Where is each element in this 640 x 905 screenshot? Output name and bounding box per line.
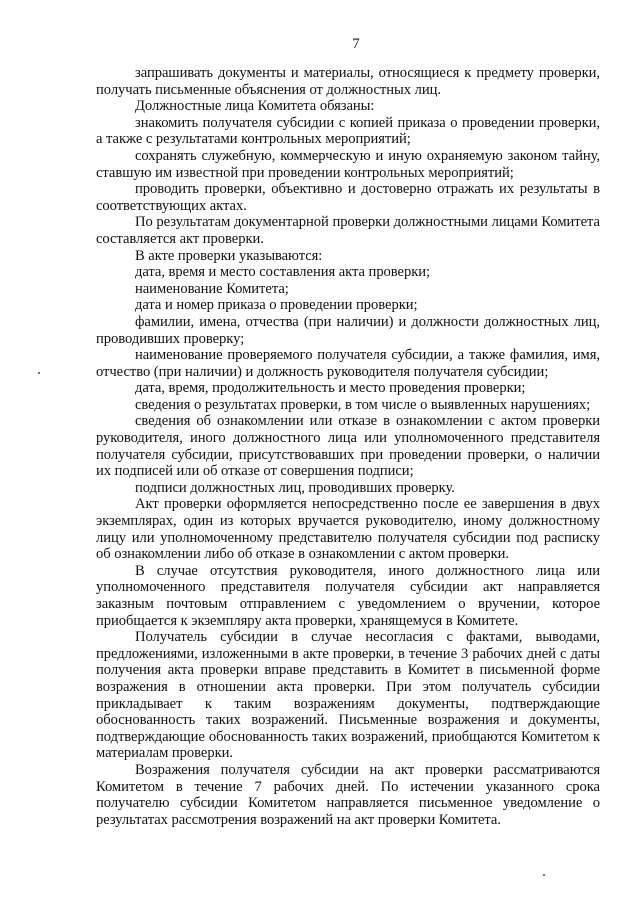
paragraph: дата, время, продолжительность и место проведения проверки; xyxy=(135,380,526,397)
paragraph: Получатель субсидии в случае несогласия с фактами, выводами, предложениями, изложенными в акте проверки, в течение 3 рабочих дней с даты получения акта проверки вправе представить в Комитет в письменной форме возражения в отношении акта проверки. При этом получатель субсидии прикладывает к таким возражениям документы, подтверждающие обоснованность таких возражений. Письменные возражения и документы, подтверждающие обоснованность таких возражений, приобщаются Комитетом к материалам проверки. xyxy=(96,629,600,762)
scan-speck xyxy=(38,372,40,374)
paragraph: подписи должностных лиц, проводивших проверку. xyxy=(135,479,455,496)
paragraph: проводить проверки, объективно и достоверно отражать их результаты в соответствующих актах. xyxy=(96,181,600,214)
paragraph: дата, время и место составления акта проверки; xyxy=(135,264,431,281)
paragraph: Акт проверки оформляется непосредственно после ее завершения в двух экземплярах, один из которых вручается руководителю, иному должностному лицу или уполномоченному представителю получателя субсидии под расписку об ознакомлении либо об отказе в ознакомлении с актом проверки. xyxy=(96,496,600,563)
paragraph: В акте проверки указываются: xyxy=(135,247,323,264)
page-number: 7 xyxy=(352,36,360,52)
paragraph: Возражения получателя субсидии на акт проверки рассматриваются Комитетом в течение 7 рабочих дней. По истечении указанного срока получателю субсидии Комитетом направляется письменное уведомление о результатах рассмотрения возражений на акт проверки Комитета. xyxy=(96,761,600,828)
paragraph: сохранять служебную, коммерческую и иную охраняемую законом тайну, ставшую им известной при проведении контрольных мероприятий; xyxy=(96,147,600,181)
paragraph: дата и номер приказа о проведении проверки; xyxy=(135,297,418,314)
scan-speck xyxy=(543,874,545,876)
paragraph: запрашивать документы и материалы, относящиеся к предмету проверки, получать письменные объяснения от должностных лиц. xyxy=(96,65,600,98)
paragraph: Должностные лица Комитета обязаны: xyxy=(135,98,375,115)
paragraph: наименование проверяемого получателя субсидии, а также фамилия, имя, отчество (при наличии) и должность руководителя получателя субсидии; xyxy=(96,347,600,380)
paragraph: сведения об ознакомлении или отказе в ознакомлении с актом проверки руководителя, иного должностного лица или уполномоченного представителя получателя субсидии, присутствовавших при проведении проверки, о наличии их подписей или об отказе от совершения подписи; xyxy=(96,413,600,480)
paragraph: знакомить получателя субсидии с копией приказа о проведении проверки, а также с результатами контрольных мероприятий; xyxy=(96,114,600,148)
paragraph: сведения о результатах проверки, в том числе о выявленных нарушениях; xyxy=(135,396,591,413)
paragraph: фамилии, имена, отчества (при наличии) и должности должностных лиц, проводивших проверку; xyxy=(96,313,600,347)
paragraph: По результатам документарной проверки должностными лицами Комитета составляется акт проверки. xyxy=(96,214,600,247)
paragraph: наименование Комитета; xyxy=(135,280,289,297)
paragraph: В случае отсутствия руководителя, иного должностного лица или уполномоченного представителя получателя субсидии акт направляется заказным почтовым отправлением с уведомлением о вручении, которое приобщается к экземпляру акта проверки, хранящемуся в Комитете. xyxy=(96,562,600,629)
